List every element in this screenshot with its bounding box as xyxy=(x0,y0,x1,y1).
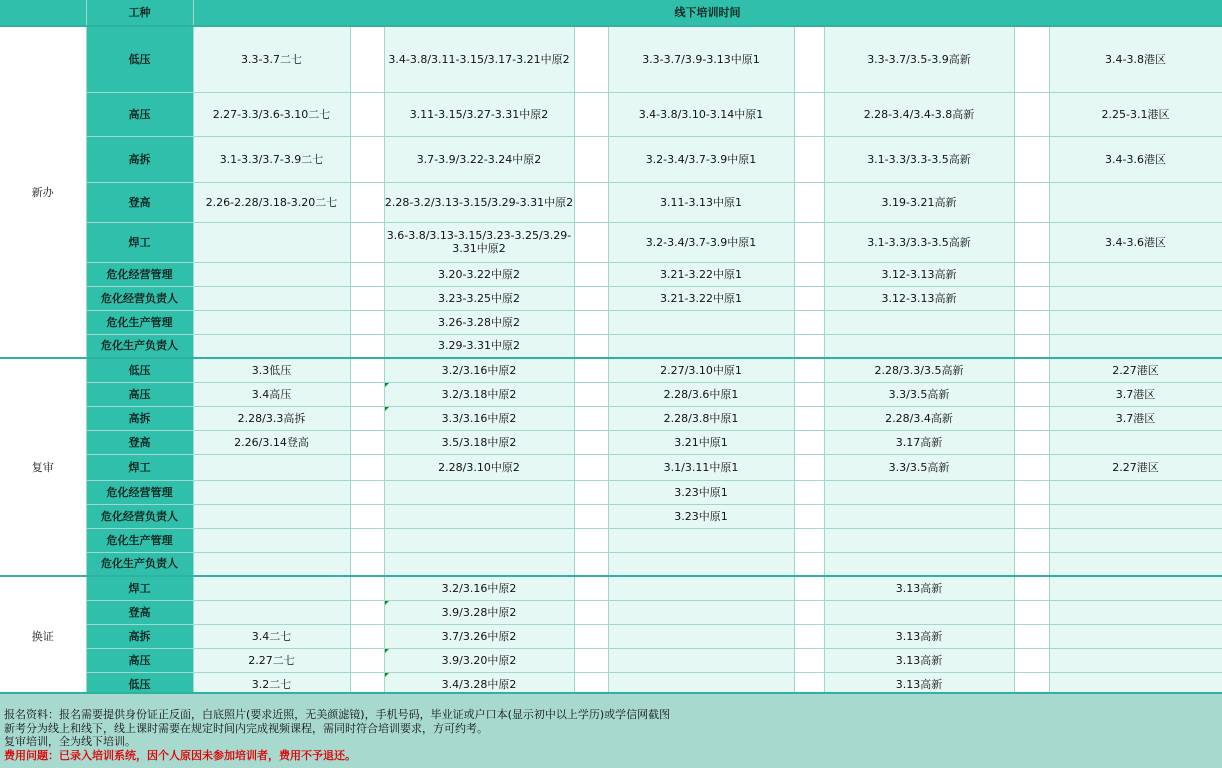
job-type-cell[interactable]: 登高 xyxy=(86,430,193,454)
schedule-cell[interactable] xyxy=(384,480,574,504)
spacer-cell xyxy=(1014,576,1049,600)
schedule-cell[interactable]: 3.13高新 xyxy=(824,648,1014,672)
spacer-cell xyxy=(794,92,824,136)
spacer-cell xyxy=(350,430,384,454)
schedule-cell[interactable]: 3.2/3.16中原2 xyxy=(384,576,574,600)
spacer-cell xyxy=(574,624,608,648)
header-corner xyxy=(0,0,86,26)
schedule-cell[interactable] xyxy=(824,310,1014,334)
schedule-cell[interactable] xyxy=(824,334,1014,358)
job-type-cell[interactable]: 低压 xyxy=(86,672,193,696)
table-row xyxy=(0,406,1222,430)
spacer-cell xyxy=(1014,454,1049,480)
schedule-cell[interactable]: 3.2/3.18中原2 xyxy=(384,382,574,406)
schedule-cell[interactable]: 2.28/3.3/3.5高新 xyxy=(824,358,1014,382)
schedule-cell[interactable] xyxy=(824,480,1014,504)
schedule-cell[interactable]: 3.1-3.3/3.7-3.9二七 xyxy=(193,136,350,182)
schedule-cell[interactable]: 3.4二七 xyxy=(193,624,350,648)
job-type-cell[interactable]: 危化生产负责人 xyxy=(86,334,193,358)
spacer-cell xyxy=(794,334,824,358)
schedule-cell[interactable] xyxy=(824,528,1014,552)
schedule-cell[interactable] xyxy=(824,552,1014,576)
table-row xyxy=(0,310,1222,334)
schedule-cell[interactable] xyxy=(608,648,794,672)
spacer-cell xyxy=(350,528,384,552)
schedule-cell[interactable]: 2.27港区 xyxy=(1049,358,1222,382)
spacer-cell xyxy=(794,26,824,92)
schedule-cell[interactable]: 3.1/3.11中原1 xyxy=(608,454,794,480)
schedule-cell[interactable]: 3.3-3.7/3.9-3.13中原1 xyxy=(608,26,794,92)
spacer-cell xyxy=(1014,334,1049,358)
schedule-cell[interactable]: 2.27-3.3/3.6-3.10二七 xyxy=(193,92,350,136)
table-row xyxy=(0,92,1222,136)
spacer-cell xyxy=(350,136,384,182)
schedule-cell[interactable]: 3.23中原1 xyxy=(608,504,794,528)
schedule-cell[interactable] xyxy=(384,528,574,552)
schedule-cell[interactable]: 3.12-3.13高新 xyxy=(824,262,1014,286)
schedule-cell[interactable]: 3.3/3.16中原2 xyxy=(384,406,574,430)
schedule-cell[interactable]: 2.25-3.1港区 xyxy=(1049,92,1222,136)
schedule-cell[interactable]: 3.17高新 xyxy=(824,430,1014,454)
spacer-cell xyxy=(350,286,384,310)
job-type-cell[interactable]: 高拆 xyxy=(86,624,193,648)
schedule-cell[interactable] xyxy=(1049,182,1222,222)
spacer-cell xyxy=(1014,504,1049,528)
schedule-cell[interactable]: 3.3/3.5高新 xyxy=(824,454,1014,480)
spacer-cell xyxy=(794,600,824,624)
notes-line-review: 复审培训，全为线下培训。 xyxy=(4,735,136,748)
schedule-cell[interactable]: 2.28/3.4高新 xyxy=(824,406,1014,430)
spacer-cell xyxy=(1014,430,1049,454)
schedule-cell[interactable]: 3.20-3.22中原2 xyxy=(384,262,574,286)
schedule-cell[interactable] xyxy=(193,552,350,576)
spacer-cell xyxy=(794,136,824,182)
spacer-cell xyxy=(794,528,824,552)
spacer-cell xyxy=(574,406,608,430)
schedule-cell[interactable]: 3.4高压 xyxy=(193,382,350,406)
schedule-cell[interactable]: 3.11-3.13中原1 xyxy=(608,182,794,222)
spacer-cell xyxy=(574,92,608,136)
spacer-cell xyxy=(1014,310,1049,334)
table-row xyxy=(0,454,1222,480)
spacer-cell xyxy=(350,222,384,262)
schedule-cell[interactable] xyxy=(824,504,1014,528)
schedule-cell[interactable] xyxy=(193,222,350,262)
spacer-cell xyxy=(794,480,824,504)
schedule-cell[interactable]: 3.1-3.3/3.3-3.5高新 xyxy=(824,136,1014,182)
spacer-cell xyxy=(794,358,824,382)
job-type-cell[interactable]: 焊工 xyxy=(86,576,193,600)
spacer-cell xyxy=(1014,552,1049,576)
job-type-cell[interactable]: 危化经营管理 xyxy=(86,262,193,286)
schedule-cell[interactable] xyxy=(608,624,794,648)
spacer-cell xyxy=(794,552,824,576)
spacer-cell xyxy=(574,576,608,600)
spacer-cell xyxy=(350,182,384,222)
notes-line-new-exam: 新考分为线上和线下，线上课时需要在规定时间内完成视频课程，需同时符合培训要求，方可约考。 xyxy=(4,721,488,735)
table-row xyxy=(0,358,1222,382)
job-type-cell[interactable]: 登高 xyxy=(86,182,193,222)
spacer-cell xyxy=(1014,26,1049,92)
table-row xyxy=(0,334,1222,358)
notes-line-materials: 报名资料：报名需要提供身份证正反面，白底照片(要求近照，无美颜滤镜)，手机号码，毕业证或户口本(显示初中以上学历)或学信网截图 xyxy=(4,708,671,721)
schedule-cell[interactable] xyxy=(1049,552,1222,576)
schedule-cell[interactable]: 3.5/3.18中原2 xyxy=(384,430,574,454)
spacer-cell xyxy=(794,262,824,286)
schedule-cell[interactable] xyxy=(1049,624,1222,648)
spacer-cell xyxy=(794,182,824,222)
job-type-cell[interactable]: 高压 xyxy=(86,92,193,136)
table-row xyxy=(0,624,1222,648)
spacer-cell xyxy=(794,648,824,672)
schedule-cell[interactable]: 3.2/3.16中原2 xyxy=(384,358,574,382)
schedule-cell[interactable]: 2.26-2.28/3.18-3.20二七 xyxy=(193,182,350,222)
spacer-cell xyxy=(350,600,384,624)
spacer-cell xyxy=(574,136,608,182)
job-type-cell[interactable]: 低压 xyxy=(86,358,193,382)
section-label-0[interactable]: 新办 xyxy=(0,26,86,358)
schedule-cell[interactable] xyxy=(1049,528,1222,552)
schedule-cell[interactable]: 3.4-3.8港区 xyxy=(1049,26,1222,92)
spacer-cell xyxy=(350,624,384,648)
schedule-cell[interactable]: 2.28/3.8中原1 xyxy=(608,406,794,430)
spacer-cell xyxy=(794,430,824,454)
schedule-cell[interactable] xyxy=(608,310,794,334)
job-type-cell[interactable]: 焊工 xyxy=(86,454,193,480)
spacer-cell xyxy=(794,382,824,406)
spacer-cell xyxy=(794,504,824,528)
table-row xyxy=(0,26,1222,92)
schedule-cell[interactable]: 3.13高新 xyxy=(824,576,1014,600)
job-type-cell[interactable]: 高压 xyxy=(86,648,193,672)
job-type-cell[interactable]: 登高 xyxy=(86,600,193,624)
header-offline-time[interactable]: 线下培训时间 xyxy=(193,0,1222,26)
spacer-cell xyxy=(794,624,824,648)
table-row xyxy=(0,552,1222,576)
table-row xyxy=(0,480,1222,504)
schedule-cell[interactable]: 3.12-3.13高新 xyxy=(824,286,1014,310)
spacer-cell xyxy=(794,454,824,480)
job-type-cell[interactable]: 焊工 xyxy=(86,222,193,262)
spacer-cell xyxy=(794,576,824,600)
schedule-cell[interactable] xyxy=(193,528,350,552)
spacer-cell xyxy=(1014,182,1049,222)
schedule-cell[interactable]: 2.28-3.4/3.4-3.8高新 xyxy=(824,92,1014,136)
spacer-cell xyxy=(1014,528,1049,552)
schedule-cell[interactable]: 3.13高新 xyxy=(824,624,1014,648)
schedule-cell[interactable]: 3.2二七 xyxy=(193,672,350,696)
schedule-cell[interactable] xyxy=(824,600,1014,624)
spacer-cell xyxy=(574,334,608,358)
job-type-cell[interactable]: 危化经营负责人 xyxy=(86,286,193,310)
spacer-cell xyxy=(574,382,608,406)
schedule-cell[interactable]: 3.4-3.6港区 xyxy=(1049,136,1222,182)
job-type-cell[interactable]: 危化经营负责人 xyxy=(86,504,193,528)
spacer-cell xyxy=(350,504,384,528)
job-type-cell[interactable]: 危化生产管理 xyxy=(86,310,193,334)
job-type-cell[interactable]: 高压 xyxy=(86,382,193,406)
schedule-cell[interactable]: 3.4/3.28中原2 xyxy=(384,672,574,696)
schedule-cell[interactable]: 3.3/3.5高新 xyxy=(824,382,1014,406)
spacer-cell xyxy=(574,648,608,672)
spacer-cell xyxy=(574,262,608,286)
schedule-cell[interactable] xyxy=(608,334,794,358)
spacer-cell xyxy=(350,648,384,672)
schedule-cell[interactable]: 2.28/3.6中原1 xyxy=(608,382,794,406)
spacer-cell xyxy=(574,528,608,552)
schedule-cell[interactable] xyxy=(1049,334,1222,358)
schedule-cell[interactable] xyxy=(1049,310,1222,334)
table-row xyxy=(0,576,1222,600)
schedule-cell[interactable]: 3.4-3.6港区 xyxy=(1049,222,1222,262)
schedule-cell[interactable] xyxy=(1049,430,1222,454)
schedule-cell[interactable] xyxy=(193,262,350,286)
notes-panel xyxy=(0,692,1222,768)
schedule-cell[interactable] xyxy=(1049,480,1222,504)
schedule-cell[interactable]: 3.2-3.4/3.7-3.9中原1 xyxy=(608,222,794,262)
spacer-cell xyxy=(1014,480,1049,504)
spacer-cell xyxy=(1014,624,1049,648)
schedule-cell[interactable]: 3.3低压 xyxy=(193,358,350,382)
spacer-cell xyxy=(794,222,824,262)
spacer-cell xyxy=(350,92,384,136)
spacer-cell xyxy=(574,182,608,222)
spacer-cell xyxy=(1014,648,1049,672)
schedule-cell[interactable]: 2.27港区 xyxy=(1049,454,1222,480)
spacer-cell xyxy=(1014,382,1049,406)
schedule-cell[interactable]: 3.6-3.8/3.13-3.15/3.23-3.25/3.29-3.31中原2 xyxy=(384,222,574,262)
schedule-cell[interactable]: 3.7港区 xyxy=(1049,406,1222,430)
spacer-cell xyxy=(574,26,608,92)
schedule-cell[interactable]: 2.28-3.2/3.13-3.15/3.29-3.31中原2 xyxy=(384,182,574,222)
schedule-cell[interactable] xyxy=(193,600,350,624)
schedule-cell[interactable]: 3.21-3.22中原1 xyxy=(608,286,794,310)
spacer-cell xyxy=(794,286,824,310)
header-row xyxy=(0,0,1222,26)
schedule-cell[interactable] xyxy=(193,334,350,358)
schedule-cell[interactable] xyxy=(1049,504,1222,528)
schedule-cell[interactable]: 3.13高新 xyxy=(824,672,1014,696)
spacer-cell xyxy=(574,358,608,382)
table-row xyxy=(0,600,1222,624)
spacer-cell xyxy=(1014,262,1049,286)
schedule-cell[interactable]: 3.4-3.8/3.11-3.15/3.17-3.21中原2 xyxy=(384,26,574,92)
schedule-cell[interactable]: 2.26/3.14登高 xyxy=(193,430,350,454)
schedule-cell[interactable] xyxy=(1049,286,1222,310)
spacer-cell xyxy=(574,480,608,504)
spacer-cell xyxy=(350,334,384,358)
schedule-cell[interactable]: 2.27/3.10中原1 xyxy=(608,358,794,382)
schedule-cell[interactable] xyxy=(193,504,350,528)
table-row xyxy=(0,222,1222,262)
schedule-cell[interactable] xyxy=(608,528,794,552)
schedule-cell[interactable] xyxy=(193,454,350,480)
table-row xyxy=(0,504,1222,528)
spacer-cell xyxy=(574,504,608,528)
schedule-cell[interactable] xyxy=(193,286,350,310)
table-row xyxy=(0,182,1222,222)
schedule-cell[interactable]: 3.19-3.21高新 xyxy=(824,182,1014,222)
schedule-cell[interactable] xyxy=(1049,576,1222,600)
schedule-cell[interactable] xyxy=(608,600,794,624)
schedule-cell[interactable]: 3.3-3.7/3.5-3.9高新 xyxy=(824,26,1014,92)
schedule-cell[interactable]: 2.27二七 xyxy=(193,648,350,672)
spacer-cell xyxy=(350,576,384,600)
schedule-cell[interactable]: 3.9/3.28中原2 xyxy=(384,600,574,624)
spacer-cell xyxy=(1014,136,1049,182)
schedule-cell[interactable]: 3.4-3.8/3.10-3.14中原1 xyxy=(608,92,794,136)
job-type-cell[interactable]: 危化经营管理 xyxy=(86,480,193,504)
schedule-cell[interactable]: 3.21中原1 xyxy=(608,430,794,454)
spacer-cell xyxy=(1014,358,1049,382)
schedule-cell[interactable]: 2.28/3.3高拆 xyxy=(193,406,350,430)
schedule-cell[interactable]: 3.11-3.15/3.27-3.31中原2 xyxy=(384,92,574,136)
spacer-cell xyxy=(574,310,608,334)
spacer-cell xyxy=(1014,600,1049,624)
schedule-cell[interactable]: 3.26-3.28中原2 xyxy=(384,310,574,334)
schedule-cell[interactable]: 2.28/3.10中原2 xyxy=(384,454,574,480)
spacer-cell xyxy=(350,26,384,92)
spacer-cell xyxy=(574,430,608,454)
spacer-cell xyxy=(1014,92,1049,136)
header-job-type[interactable]: 工种 xyxy=(86,0,193,26)
spacer-cell xyxy=(350,310,384,334)
schedule-cell[interactable] xyxy=(384,504,574,528)
spacer-cell xyxy=(350,262,384,286)
spacer-cell xyxy=(350,552,384,576)
schedule-cell[interactable] xyxy=(193,480,350,504)
schedule-cell[interactable]: 3.7/3.26中原2 xyxy=(384,624,574,648)
schedule-cell[interactable]: 3.3-3.7二七 xyxy=(193,26,350,92)
spacer-cell xyxy=(350,358,384,382)
schedule-cell[interactable] xyxy=(193,576,350,600)
section-label-2[interactable]: 换证 xyxy=(0,576,86,696)
job-type-cell[interactable]: 高拆 xyxy=(86,406,193,430)
job-type-cell[interactable]: 危化生产管理 xyxy=(86,528,193,552)
schedule-cell[interactable]: 3.7-3.9/3.22-3.24中原2 xyxy=(384,136,574,182)
job-type-cell[interactable]: 危化生产负责人 xyxy=(86,552,193,576)
spacer-cell xyxy=(574,286,608,310)
table-row xyxy=(0,528,1222,552)
table-row xyxy=(0,430,1222,454)
schedule-cell[interactable] xyxy=(384,552,574,576)
spacer-cell xyxy=(574,222,608,262)
spacer-cell xyxy=(1014,406,1049,430)
table-row xyxy=(0,382,1222,406)
spacer-cell xyxy=(1014,286,1049,310)
spacer-cell xyxy=(350,480,384,504)
schedule-cell[interactable]: 3.29-3.31中原2 xyxy=(384,334,574,358)
schedule-cell[interactable] xyxy=(1049,600,1222,624)
schedule-cell[interactable]: 3.1-3.3/3.3-3.5高新 xyxy=(824,222,1014,262)
table-row xyxy=(0,136,1222,182)
spacer-cell xyxy=(574,454,608,480)
schedule-cell[interactable]: 3.23中原1 xyxy=(608,480,794,504)
table-row xyxy=(0,286,1222,310)
spacer-cell xyxy=(350,454,384,480)
job-type-cell[interactable]: 低压 xyxy=(86,26,193,92)
spacer-cell xyxy=(574,600,608,624)
schedule-cell[interactable] xyxy=(608,576,794,600)
schedule-cell[interactable]: 3.7港区 xyxy=(1049,382,1222,406)
schedule-cell[interactable] xyxy=(608,552,794,576)
spacer-cell xyxy=(794,310,824,334)
schedule-cell[interactable]: 3.23-3.25中原2 xyxy=(384,286,574,310)
schedule-cell[interactable] xyxy=(193,310,350,334)
schedule-cell[interactable] xyxy=(1049,262,1222,286)
section-label-1[interactable]: 复审 xyxy=(0,358,86,576)
schedule-cell[interactable]: 3.2-3.4/3.7-3.9中原1 xyxy=(608,136,794,182)
spacer-cell xyxy=(794,406,824,430)
schedule-cell[interactable]: 3.21-3.22中原1 xyxy=(608,262,794,286)
table-row xyxy=(0,262,1222,286)
spacer-cell xyxy=(350,406,384,430)
notes-warning-fee: 费用问题：已录入培训系统，因个人原因未参加培训者，费用不予退还。 xyxy=(4,748,356,762)
spacer-cell xyxy=(350,382,384,406)
schedule-cell[interactable] xyxy=(1049,648,1222,672)
spacer-cell xyxy=(574,552,608,576)
job-type-cell[interactable]: 高拆 xyxy=(86,136,193,182)
table-row xyxy=(0,648,1222,672)
schedule-cell[interactable]: 3.9/3.20中原2 xyxy=(384,648,574,672)
spacer-cell xyxy=(1014,222,1049,262)
